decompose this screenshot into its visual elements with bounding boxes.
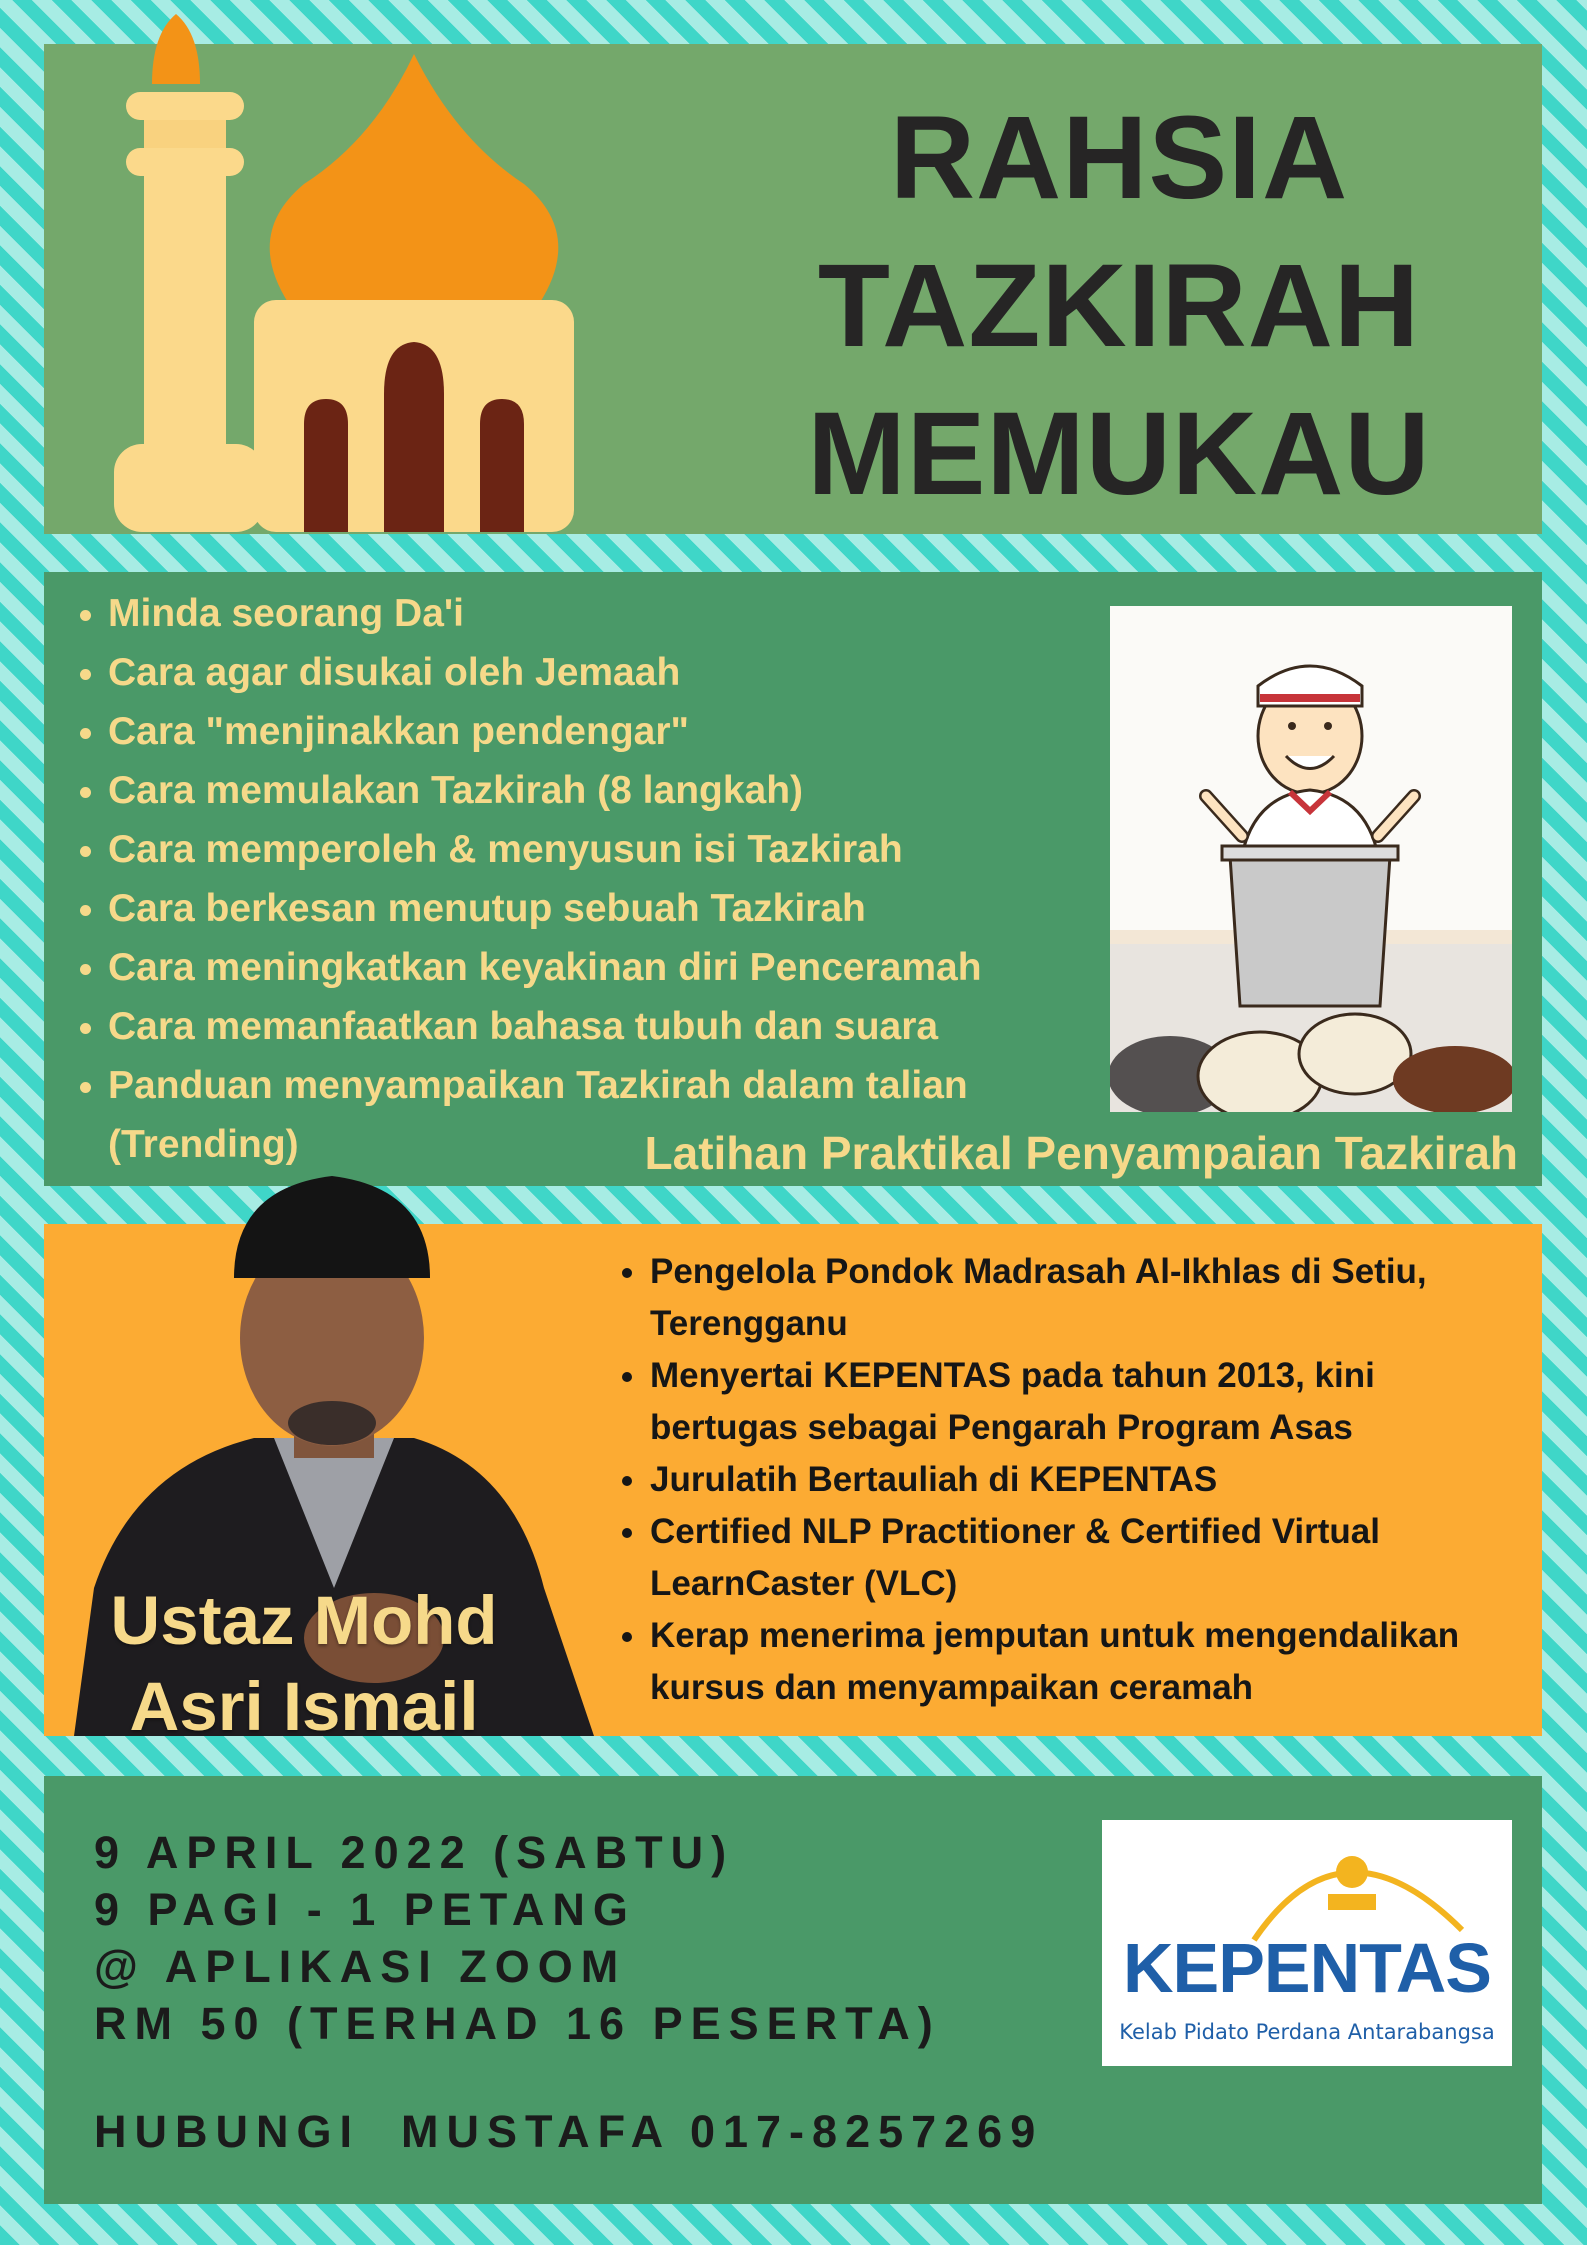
preacher-at-podium-illustration — [1110, 606, 1512, 1112]
list-item: Jurulatih Bertauliah di KEPENTAS — [616, 1454, 1459, 1506]
list-item: Panduan menyampaikan Tazkirah dalam talian (Trending) — [72, 1056, 982, 1174]
mosque-icon — [104, 14, 684, 534]
bullet-icon — [80, 610, 91, 621]
list-item: Cara "menjinakkan pendengar" — [72, 702, 982, 761]
list-item: Cara berkesan menutup sebuah Tazkirah — [72, 879, 982, 938]
bullet-icon — [622, 1476, 632, 1486]
event-date: 9 APRIL 2022 (SABTU) — [94, 1827, 735, 1878]
bullet-icon — [80, 1082, 91, 1093]
event-time: 9 PAGI - 1 PETANG — [94, 1884, 636, 1935]
contact-info: HUBUNGI MUSTAFA 017-8257269 — [94, 2106, 1044, 2157]
logo-tagline: Kelab Pidato Perdana Antarabangsa — [1119, 2020, 1495, 2044]
list-item: Kerap menerima jemputan untuk mengendalikan kursus dan menyampaikan ceramah — [616, 1610, 1459, 1714]
practical-training-text: Latihan Praktikal Penyampaian Tazkirah — [644, 1127, 1518, 1179]
bullet-icon — [622, 1528, 632, 1538]
kepentas-logo — [1102, 1820, 1512, 2066]
speaker-bio-list — [616, 1246, 1459, 1714]
topics-panel — [44, 572, 1542, 1186]
event-fee: RM 50 (TERHAD 16 PESERTA) — [94, 1998, 941, 2049]
bullet-icon — [80, 728, 91, 739]
list-item: Certified NLP Practitioner & Certified Virtual LearnCaster (VLC) — [616, 1506, 1459, 1610]
list-item: Cara meningkatkan keyakinan diri Penceramah — [72, 938, 982, 997]
event-details — [94, 1824, 941, 2052]
title-line-2: TAZKIRAH — [817, 240, 1421, 372]
bullet-icon — [80, 964, 91, 975]
header-panel — [44, 44, 1542, 534]
bullet-icon — [622, 1632, 632, 1642]
topics-list — [72, 584, 982, 1174]
bullet-icon — [622, 1268, 632, 1278]
list-item: Pengelola Pondok Madrasah Al-Ikhlas di Setiu, Terengganu — [616, 1246, 1459, 1350]
list-item: Cara memanfaatkan bahasa tubuh dan suara — [72, 997, 982, 1056]
title-line-3: MEMUKAU — [807, 388, 1431, 520]
bullet-icon — [80, 846, 91, 857]
page-title — [724, 84, 1514, 528]
bullet-icon — [622, 1372, 632, 1382]
logo-wordmark: KEPENTAS — [1123, 1929, 1491, 2007]
bullet-icon — [80, 669, 91, 680]
event-venue: @ APLIKASI ZOOM — [94, 1941, 627, 1992]
list-item: Cara agar disukai oleh Jemaah — [72, 643, 982, 702]
bullet-icon — [80, 1023, 91, 1034]
speaker-name: Ustaz Mohd Asri Ismail — [110, 1582, 498, 1745]
bullet-icon — [80, 787, 91, 798]
list-item: Cara memulakan Tazkirah (8 langkah) — [72, 761, 982, 820]
bullet-icon — [80, 905, 91, 916]
list-item: Minda seorang Da'i — [72, 584, 982, 643]
speaker-panel — [44, 1224, 1542, 1745]
event-panel — [44, 1776, 1542, 2204]
title-line-1: RAHSIA — [889, 92, 1349, 224]
list-item: Menyertai KEPENTAS pada tahun 2013, kini bertugas sebagai Pengarah Program Asas — [616, 1350, 1459, 1454]
list-item: Cara memperoleh & menyusun isi Tazkirah — [72, 820, 982, 879]
